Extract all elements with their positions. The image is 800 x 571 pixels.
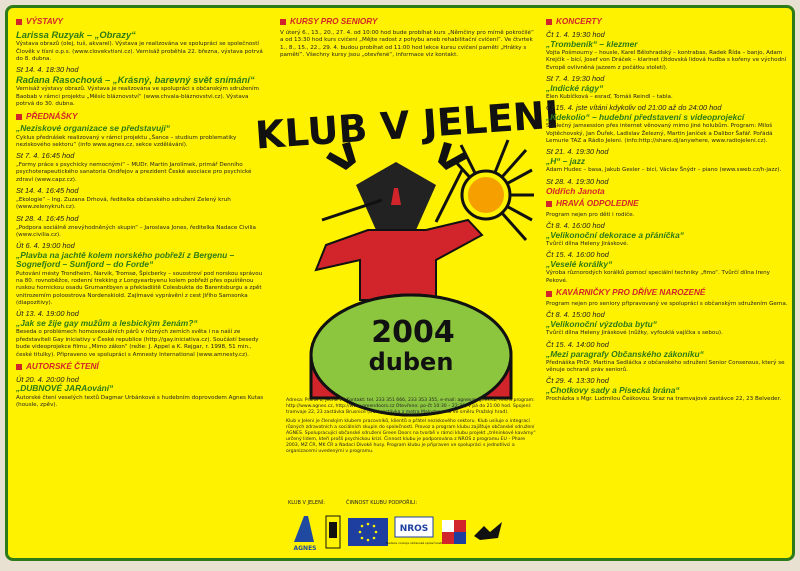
svg-text:AGNES: AGNES bbox=[293, 545, 317, 552]
agnes-logo bbox=[290, 512, 320, 552]
event-description: Autorské čtení veselých textů Dagmar Urbánkové s hudebním doprovodem Agnes Kutas (housle, zpěv). bbox=[16, 394, 264, 409]
event-date: Út 13. 4. 19:00 hod bbox=[16, 309, 79, 319]
event-date: Čt 1. 4. 19:30 hod bbox=[546, 29, 605, 39]
bullet-square-icon bbox=[280, 19, 286, 25]
club-logo-text: KLUB V JELENI bbox=[253, 92, 561, 158]
event-title: „H“ – jazz bbox=[546, 156, 586, 167]
event-title: „Trombeník“ – klezmer bbox=[546, 38, 638, 49]
column-right bbox=[546, 14, 790, 406]
event-item bbox=[546, 340, 790, 375]
ministry-emblem-icon bbox=[440, 518, 468, 546]
event-item bbox=[546, 30, 790, 72]
section-heading-text: VÝSTAVY bbox=[26, 17, 64, 26]
poster-year: 2004 bbox=[371, 315, 455, 350]
event-item bbox=[546, 147, 790, 174]
event-description: Procházka s Mgr. Ludmilou Češkovou. Sraz na tramvajové zastávce 22, 23 Belveder. bbox=[546, 396, 782, 403]
event-description: Beseda o problémech homosexuálních párů v různých zemích světa i na naší ze představiteli Gay iniciativy v České republice (http://gay.iniciativa.cz). Součástí besedy bude videoprojekce filmu „Mimo zákon“ (režie: J. Appel a K. Rejgar, r. 1998, 51 min., české titulky). Připraveno ve spolupráci s Amnesty International (www.amnesty.cz). bbox=[16, 329, 259, 358]
event-description: „Podpora sociálně znevýhodněných skupin“ – Jaroslava Jones, ředitelka Nadace Civilia (www.civilia.cz). bbox=[16, 224, 256, 238]
section-intro: Program nejen pro děti i rodiče. bbox=[546, 211, 635, 218]
section-heading-koncerty bbox=[546, 17, 790, 28]
event-date: Čt 15. 4. 16:00 hod bbox=[546, 250, 609, 260]
about-text: Klub v Jeleni je členským klubem pracovníků, klientů a přátel neziskového sektoru. Klub usiluje o integraci různých zdravotních a sociálních skupin do společnosti. Provoz a program klubu zajišťuje občanské sdružení AGNES. Spolupracující občanské sdružení Green Doors na tvorbě v rámci klubu projekt „tréninkové kavárny“ určený lidem, kteří prošli psychickou krizí. Činnost klubu je podporována z NROS z programu EU – Phare 2003, MZ ČR, MK ČR a Nadací Divoké husy. Program klubu je připraven ve spolupráci s jednotlivci a organizacemi uvedenými v programu. bbox=[286, 418, 536, 454]
logos-label-club: KLUB V JELENÍ: bbox=[288, 500, 325, 506]
event-item bbox=[546, 250, 790, 285]
figure-body bbox=[316, 220, 482, 300]
section-heading-vystavy bbox=[16, 17, 268, 28]
event-date: St 7. 4. 19:30 hod bbox=[546, 73, 605, 83]
section-heading-text: AUTORSKÉ ČTENÍ bbox=[26, 361, 99, 371]
event-item bbox=[546, 74, 790, 101]
bullet-square-icon bbox=[546, 201, 552, 207]
event-title: „Jak se žije gay mužům a lesbickým ženám?“ bbox=[16, 318, 198, 329]
event-item bbox=[16, 30, 268, 63]
bullet-square-icon bbox=[16, 364, 22, 370]
divoke-husy-logo bbox=[472, 518, 506, 546]
event-description: Elen Kubíčková – esraď, Tomáš Reindl – tabla. bbox=[546, 93, 673, 100]
event-date: St 28. 4. 19:30 hod bbox=[546, 176, 609, 186]
section-heading-hrava-odpoledne bbox=[546, 199, 790, 210]
bullet-square-icon bbox=[16, 114, 22, 120]
event-description: Výstava obrazů (olej, tuš, akvarel). Výstava je realizována ve spolupráci se společností Člověk v tísni o.p.s. (www.clovekvtisni.cz). Vernisáž proběhla 22. března, výstava potrvá do 8. dubna. bbox=[16, 41, 263, 62]
event-item bbox=[16, 241, 268, 307]
column-left bbox=[16, 14, 268, 411]
club-info bbox=[286, 398, 538, 455]
event-date: St 14. 4. 18:30 hod bbox=[16, 65, 79, 75]
flyer-page bbox=[5, 5, 795, 561]
svg-text:NROS: NROS bbox=[399, 524, 429, 534]
event-description: Tvůrčí dílna Heleny Jiráskové (nůžky, vyfouklá vajíčka s sebou). bbox=[546, 330, 723, 337]
event-date: St 28. 4. 16:45 hod bbox=[16, 213, 79, 223]
courses-description: V úterý 6., 13., 20., 27. 4. od 10:00 hod bude probíhat kurs „Němčiny pro mírně pokročilé“ a od 13:30 hod kurs cvičení „Mějte radost z pohybu aneb rehabilitační cvičení“. Ve čtvrtek 1., 8., 15., 22., 29. 4. budou probíhat od 11:00 hod lekce kursu cvičení paměti „Hrátky s pamětí“. Všechny kursy jsou „otevřené“, informace viz kontakt. bbox=[280, 29, 534, 58]
event-item bbox=[16, 151, 268, 184]
event-description: Vojta Pošmourny – housle, Karel Bělohradský – kontrabas, Radek Řída – banjo, Adam Krejčík – bicí, Josef von Dráček – klarinet (židovská lidová hudba s kořeny ve východní Evropě ovlivněná jazzem z počátku století). bbox=[546, 49, 787, 71]
column-middle bbox=[280, 14, 535, 60]
event-date: Čt 15. 4. 14:00 hod bbox=[546, 339, 609, 349]
poster-month: duben bbox=[368, 348, 454, 376]
event-title: „Veselé korálky“ bbox=[546, 259, 613, 270]
event-item bbox=[16, 375, 268, 410]
event-date: Čt 8. 4. 15:00 hod bbox=[546, 310, 605, 320]
address-text: Adresa: Praha 1, Ječná 17 Kontakt: tel. 233 351 666, 233 353 355, e-mail: agnes@agnes.cz, Info a program: http://www.agnes.cz, http://www.greendoors.cz Otevřeno: po-čt 10:30 – 22:30, v pá do 21:00 hod. Spojení: tramvaje 22, 23 zastávka Brusnice (třetí zastávka z metra Malostranská ve směru Pražský hrad). bbox=[286, 398, 535, 415]
event-date: Čt 29. 4. 13:30 hod bbox=[546, 376, 609, 386]
section-heading-text: KAVÁRNIČKY PRO DŘÍVE NAROZENÉ bbox=[556, 288, 706, 298]
event-title: „Kdekolio“ – hudební představení s videoprojekcí bbox=[546, 112, 745, 123]
event-item bbox=[16, 186, 268, 212]
bullet-square-icon bbox=[546, 19, 552, 25]
event-date: Út 20. 4. 20:00 hod bbox=[16, 374, 79, 384]
event-item bbox=[16, 124, 268, 149]
event-title: „Neziskové organizace se představují“ bbox=[16, 123, 171, 134]
eu-flag-icon bbox=[348, 518, 388, 546]
event-title: Radana Rasochová – „Krásný, barevný svět snímání“ bbox=[16, 74, 255, 86]
klub-logo-small bbox=[324, 514, 342, 550]
section-heading-text: HRAVÁ ODPOLEDNE bbox=[556, 198, 639, 208]
svg-text:Nadace rozvoje občanské společ: Nadace rozvoje občanské společnosti bbox=[385, 541, 443, 545]
event-date: St 21. 4. 19:30 hod bbox=[546, 147, 609, 157]
event-description: Přednáška PhDr. Martina Sedláčka z občanského sdružení Senior Consensus, který se věnuje ochraně práv seniorů. bbox=[546, 359, 785, 374]
event-title: „Indické rágy“ bbox=[546, 82, 604, 93]
event-item bbox=[546, 177, 790, 196]
event-item bbox=[16, 65, 268, 108]
event-title: „Plavba na jachtě kolem norského pobřeží z Bergenu – Sognefjord – Sunfjord – do Forde“ bbox=[16, 250, 235, 270]
event-description: Tvůrčí dílna Heleny Jiráskové. bbox=[546, 241, 629, 248]
section-heading-autorske-cteni bbox=[16, 362, 268, 373]
section-heading-text: PŘEDNÁŠKY bbox=[26, 111, 78, 121]
section-heading-kavarnicky bbox=[546, 288, 790, 299]
event-description: Adam Hudec – basa, Jakub Gesler – bicí, Václav Šnýdr – piano (www.sweb.cz/h-jazz). bbox=[546, 167, 782, 174]
event-title: „Mezi paragrafy Občanského zákoníku“ bbox=[546, 348, 704, 359]
event-item bbox=[546, 221, 790, 248]
event-title: Oldřich Janota bbox=[546, 185, 605, 196]
event-description: Společný jamsession přes internet věnovaný mimo jiné holubům. Program: Miloš Vojtěchovský, Jan Ďuřek, Ladislav Železný, Martin Janíček a Dalibor Šafář. Pořádá Lemurie TAZ a Rádio Jeleni. (info:http://share.dj/anywhere, www.radiojeleni.cz). bbox=[546, 123, 773, 145]
event-description: Putování mésty Trondheim, Narvik, Tromsø, Špicberky – souostroví pod norskou správou na 80. rovnoběžce, rodenní trekking z Longyearbyenu kolem pobřeží přes opuštěnou ruskou hornickou osadu Grumantbyen a překladiště Colesbukta do Barentsburgu a zpět vnitrozemím poloostrova Nordenskiold. Zajímavé vyprávění z cest Jiřího Samsonka (diapozitivy). bbox=[16, 270, 263, 306]
event-description: „Ekologie“ – Ing. Zuzana Drhová, ředitelka občanského sdružení Zelený kruh (www.zelenykruh.cz). bbox=[16, 197, 231, 211]
logos-label-sponsors: ČINNOST KLUBU PODPOŘILI: bbox=[346, 500, 417, 506]
event-item bbox=[546, 310, 790, 337]
event-title: „Velikonoční výzdoba bytu“ bbox=[546, 319, 657, 330]
bullet-square-icon bbox=[16, 19, 22, 25]
event-title: „DUBNOVÉ JARAování“ bbox=[16, 383, 114, 394]
event-date: Út 6. 4. 19:00 hod bbox=[16, 241, 75, 251]
event-date: Čt 15. 4. jste vítáni kdykoliv od 21:00 až do 24:00 hod bbox=[546, 103, 722, 113]
event-title: „Chotkovy sady a Písecká brána“ bbox=[546, 385, 680, 396]
event-title: Larissa Ruzyak – „Obrazy“ bbox=[16, 28, 136, 40]
event-description: Výroba různorodých korálků pomocí speciální techniky „fimo“. Tvůrčí dílna Ireny Pekové. bbox=[546, 270, 770, 284]
club-poster-illustration bbox=[253, 92, 561, 398]
event-description: Vernisáž výstavy obrazů. Výstava je realizována ve spolupráci s občanským sdružením Baobab v rámci projektu „Měsíc bláznovství“ (www.chvala-bláznovstvi.cz). Výstava potrvá do 30. dubna. bbox=[16, 86, 259, 108]
event-date: Čt 8. 4. 16:00 hod bbox=[546, 221, 605, 231]
section-heading-text: KONCERTY bbox=[556, 17, 602, 26]
event-item bbox=[16, 214, 268, 240]
nros-logo bbox=[385, 516, 443, 548]
section-heading-text: KURSY PRO SENIORY bbox=[290, 17, 378, 26]
event-item bbox=[546, 103, 790, 145]
event-item bbox=[546, 376, 790, 403]
event-description: „Formy práce s psychicky nemocnými“ – MUDr. Martin Jarolímek, primář Denního psychoterapeutického sanatoria Ondřejov a prezident České asociace pro psychické zdraví (www.capz.cz). bbox=[16, 162, 252, 183]
section-heading-kursy bbox=[280, 17, 535, 28]
event-date: St 7. 4. 16:45 hod bbox=[16, 151, 75, 161]
event-title: „Velikonoční dekorace a přáníčka“ bbox=[546, 229, 684, 240]
section-intro: Program nejen pro seniory připravovaný ve spolupráci s občanským sdružením Gema. bbox=[546, 300, 788, 307]
section-heading-prednasky bbox=[16, 112, 268, 123]
bullet-square-icon bbox=[546, 291, 552, 297]
event-description: Cyklus přednášek realizovaný v rámci projektu „Šance – studium problematiky neziskového sektoru“ (info www.agnes.cz, sekce vzdělávání). bbox=[16, 134, 237, 148]
event-item bbox=[16, 309, 268, 359]
sponsor-logos bbox=[286, 500, 538, 560]
event-date: St 14. 4. 16:45 hod bbox=[16, 186, 79, 196]
